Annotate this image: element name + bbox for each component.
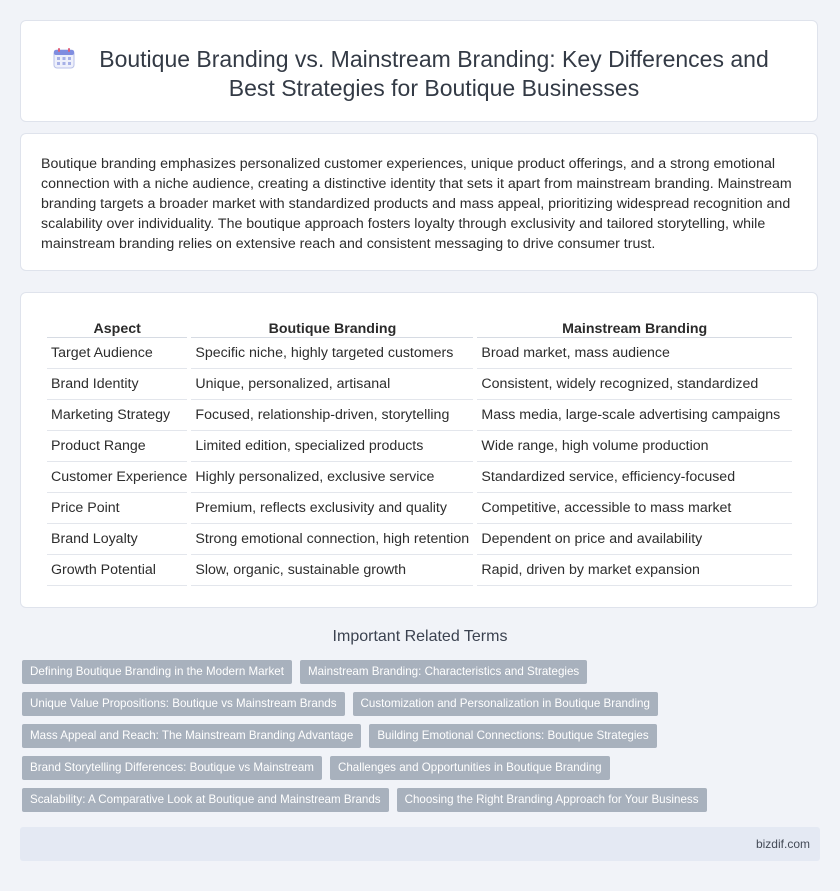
table-cell: Brand Identity xyxy=(47,369,187,400)
table-cell: Brand Loyalty xyxy=(47,524,187,555)
table-row xyxy=(47,400,792,431)
related-term-link[interactable]: Customization and Personalization in Boutique Branding xyxy=(353,692,658,716)
related-term-link[interactable]: Scalability: A Comparative Look at Boutique and Mainstream Brands xyxy=(22,788,389,812)
table-row xyxy=(47,493,792,524)
related-term-link[interactable]: Defining Boutique Branding in the Modern Market xyxy=(22,660,292,684)
tag-row xyxy=(22,692,822,716)
tag-row xyxy=(22,788,822,812)
tag-row xyxy=(22,756,822,780)
footer xyxy=(20,827,820,861)
column-header-mainstream: Mainstream Branding xyxy=(477,315,792,338)
related-term-link[interactable]: Challenges and Opportunities in Boutique Branding xyxy=(330,756,610,780)
table-row xyxy=(47,524,792,555)
table-cell: Wide range, high volume production xyxy=(477,431,792,462)
table-cell: Dependent on price and availability xyxy=(477,524,792,555)
related-terms-list xyxy=(22,660,822,820)
related-term-link[interactable]: Mainstream Branding: Characteristics and Strategies xyxy=(300,660,587,684)
table-cell: Standardized service, efficiency-focused xyxy=(477,462,792,493)
intro-paragraph: Boutique branding emphasizes personalized customer experiences, unique product offerings, and a strong emotional connection with a niche audience, creating a distinctive identity that sets it apart from mainstream branding. Mainstream branding targets a broader market with standardized products and mass appeal, prioritizing widespread recognition and scalability over individuality. The boutique approach fosters loyalty through exclusivity and tailored storytelling, while mainstream branding relies on extensive reach and consistent messaging to drive consumer trust. xyxy=(41,156,792,252)
related-term-link[interactable]: Choosing the Right Branding Approach for Your Business xyxy=(397,788,707,812)
header-card xyxy=(20,20,818,122)
table-cell: Strong emotional connection, high retention xyxy=(191,524,473,555)
table-row xyxy=(47,369,792,400)
table-cell: Customer Experience xyxy=(47,462,187,493)
related-terms-title: Important Related Terms xyxy=(332,628,508,645)
related-term-link[interactable]: Mass Appeal and Reach: The Mainstream Branding Advantage xyxy=(22,724,361,748)
table-cell: Specific niche, highly targeted customers xyxy=(191,338,473,369)
table-cell: Focused, relationship-driven, storytelling xyxy=(191,400,473,431)
related-term-link[interactable]: Building Emotional Connections: Boutique Strategies xyxy=(369,724,656,748)
table-row xyxy=(47,431,792,462)
comparison-card xyxy=(20,292,818,608)
table-cell: Mass media, large-scale advertising campaigns xyxy=(477,400,792,431)
intro-card xyxy=(20,133,818,271)
page-title-line-2: Best Strategies for Boutique Businesses xyxy=(228,75,640,101)
table-cell: Product Range xyxy=(47,431,187,462)
table-cell: Premium, reflects exclusivity and quality xyxy=(191,493,473,524)
table-cell: Unique, personalized, artisanal xyxy=(191,369,473,400)
site-credit[interactable]: bizdif.com xyxy=(755,837,810,851)
column-header-boutique: Boutique Branding xyxy=(191,315,473,338)
table-row xyxy=(47,462,792,493)
page-title-line-1: Boutique Branding vs. Mainstream Branding: Key Differences and xyxy=(99,46,769,72)
table-row xyxy=(47,555,792,586)
table-header-row xyxy=(47,315,792,338)
table-cell: Target Audience xyxy=(47,338,187,369)
tag-row xyxy=(22,660,822,684)
column-header-aspect: Aspect xyxy=(47,315,187,338)
table-cell: Rapid, driven by market expansion xyxy=(477,555,792,586)
table-cell: Marketing Strategy xyxy=(47,400,187,431)
related-term-link[interactable]: Brand Storytelling Differences: Boutique vs Mainstream xyxy=(22,756,322,780)
page-title xyxy=(71,45,797,103)
comparison-table xyxy=(43,315,796,586)
table-cell: Consistent, widely recognized, standardized xyxy=(477,369,792,400)
table-cell: Broad market, mass audience xyxy=(477,338,792,369)
table-row xyxy=(47,338,792,369)
table-cell: Competitive, accessible to mass market xyxy=(477,493,792,524)
related-term-link[interactable]: Unique Value Propositions: Boutique vs Mainstream Brands xyxy=(22,692,345,716)
table-cell: Growth Potential xyxy=(47,555,187,586)
table-cell: Highly personalized, exclusive service xyxy=(191,462,473,493)
table-cell: Price Point xyxy=(47,493,187,524)
tag-row xyxy=(22,724,822,748)
table-cell: Slow, organic, sustainable growth xyxy=(191,555,473,586)
table-cell: Limited edition, specialized products xyxy=(191,431,473,462)
